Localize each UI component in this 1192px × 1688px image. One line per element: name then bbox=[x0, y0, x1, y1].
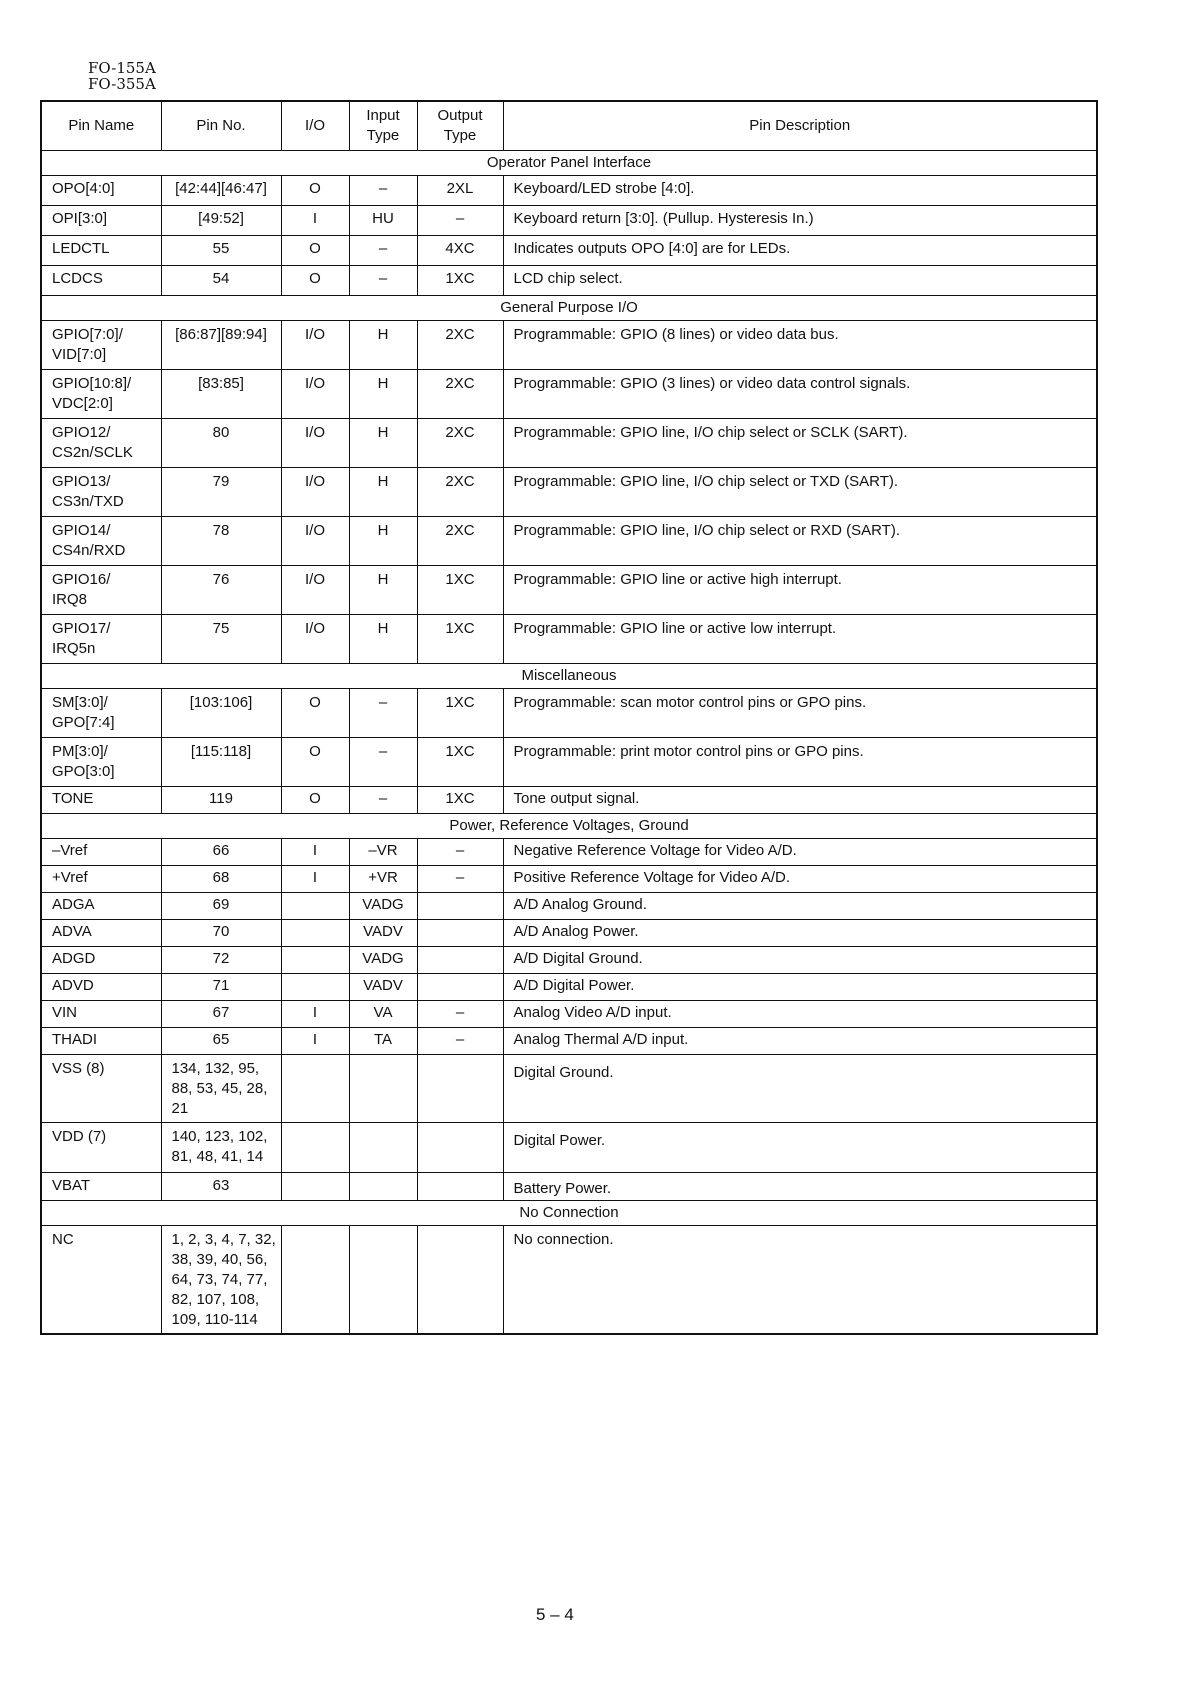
pin-io: I/O bbox=[281, 419, 349, 468]
table-row bbox=[41, 738, 1097, 787]
pin-name-line2: CS4n/RXD bbox=[52, 542, 126, 559]
table-row bbox=[41, 206, 1097, 236]
pin-name: VIN bbox=[41, 1001, 161, 1028]
pin-name: –Vref bbox=[41, 839, 161, 866]
table-row bbox=[41, 468, 1097, 517]
col-header-pin-name: Pin Name bbox=[41, 101, 161, 151]
table-row bbox=[41, 370, 1097, 419]
pin-no bbox=[161, 1226, 281, 1334]
pin-io: O bbox=[281, 266, 349, 296]
pin-input-type: TA bbox=[349, 1028, 417, 1055]
pin-no: [49:52] bbox=[161, 206, 281, 236]
table-row bbox=[41, 266, 1097, 296]
pin-input-type: HU bbox=[349, 206, 417, 236]
pin-no: [86:87][89:94] bbox=[161, 321, 281, 370]
pin-io: I/O bbox=[281, 517, 349, 566]
pin-name-line1: GPIO16/ bbox=[52, 571, 111, 588]
pin-name-line2: GPO[3:0] bbox=[52, 763, 115, 780]
pin-table-wrapper bbox=[40, 100, 1096, 1335]
pin-name-line2: IRQ5n bbox=[52, 640, 96, 657]
pin-io: O bbox=[281, 738, 349, 787]
pin-input-type: +VR bbox=[349, 866, 417, 893]
pin-io: I bbox=[281, 1001, 349, 1028]
pin-io bbox=[281, 947, 349, 974]
pin-input-type: – bbox=[349, 738, 417, 787]
pin-output-type: 1XC bbox=[417, 689, 503, 738]
pin-description: Programmable: GPIO (3 lines) or video data control signals. bbox=[503, 370, 1097, 419]
pin-io: I/O bbox=[281, 321, 349, 370]
pin-no: 55 bbox=[161, 236, 281, 266]
pin-name bbox=[41, 370, 161, 419]
pin-output-type: 2XC bbox=[417, 321, 503, 370]
page-number: 5 – 4 bbox=[536, 1605, 574, 1624]
pin-name bbox=[41, 566, 161, 615]
pin-output-type: 2XC bbox=[417, 468, 503, 517]
pin-output-type: 1XC bbox=[417, 615, 503, 664]
section-title-operator-panel: Operator Panel Interface bbox=[41, 151, 1097, 176]
pin-name: LEDCTL bbox=[41, 236, 161, 266]
pin-io bbox=[281, 1123, 349, 1173]
col-header-output-type bbox=[417, 101, 503, 151]
pin-no: 78 bbox=[161, 517, 281, 566]
pin-name: +Vref bbox=[41, 866, 161, 893]
pin-no: 76 bbox=[161, 566, 281, 615]
table-row bbox=[41, 321, 1097, 370]
pin-no-line1: 140, 123, 102, bbox=[171, 1128, 268, 1145]
pin-output-type: 1XC bbox=[417, 266, 503, 296]
pin-input-type bbox=[349, 1055, 417, 1123]
table-row bbox=[41, 920, 1097, 947]
pin-description: Digital Power. bbox=[503, 1123, 1097, 1173]
pin-name: ADVA bbox=[41, 920, 161, 947]
table-row bbox=[41, 236, 1097, 266]
pin-input-type: H bbox=[349, 370, 417, 419]
table-row bbox=[41, 1028, 1097, 1055]
pin-output-type: – bbox=[417, 206, 503, 236]
pin-input-type bbox=[349, 1173, 417, 1201]
pin-io: I/O bbox=[281, 566, 349, 615]
pin-name-line1: GPIO17/ bbox=[52, 620, 111, 637]
section-row bbox=[41, 296, 1097, 321]
pin-output-type: 1XC bbox=[417, 566, 503, 615]
pin-no-line3: 64, 73, 74, 77, bbox=[171, 1271, 268, 1288]
pin-description: Programmable: print motor control pins or GPO pins. bbox=[503, 738, 1097, 787]
table-row bbox=[41, 176, 1097, 206]
table-row bbox=[41, 1001, 1097, 1028]
col-header-output-type-line2: Type bbox=[443, 127, 477, 144]
pin-description: Negative Reference Voltage for Video A/D. bbox=[503, 839, 1097, 866]
pin-input-type: – bbox=[349, 236, 417, 266]
pin-input-type: VADV bbox=[349, 974, 417, 1001]
pin-name-line1: GPIO14/ bbox=[52, 522, 111, 539]
pin-description: A/D Analog Ground. bbox=[503, 893, 1097, 920]
pin-input-type: H bbox=[349, 468, 417, 517]
section-row bbox=[41, 151, 1097, 176]
col-header-io: I/O bbox=[281, 101, 349, 151]
pin-no-line5: 109, 110-114 bbox=[171, 1311, 258, 1328]
pin-name-line1: PM[3:0]/ bbox=[52, 743, 108, 760]
pin-no: 54 bbox=[161, 266, 281, 296]
pin-input-type bbox=[349, 1123, 417, 1173]
pin-output-type bbox=[417, 893, 503, 920]
pin-name: VSS (8) bbox=[41, 1055, 161, 1123]
table-row bbox=[41, 974, 1097, 1001]
pin-no-line2: 81, 48, 41, 14 bbox=[171, 1148, 264, 1165]
pin-no-line1: 134, 132, 95, bbox=[171, 1060, 260, 1077]
pin-output-type bbox=[417, 947, 503, 974]
pin-description: A/D Digital Ground. bbox=[503, 947, 1097, 974]
pin-io: I bbox=[281, 206, 349, 236]
table-row bbox=[41, 947, 1097, 974]
section-row bbox=[41, 814, 1097, 839]
pin-description: Indicates outputs OPO [4:0] are for LEDs. bbox=[503, 236, 1097, 266]
table-header-row bbox=[41, 101, 1097, 151]
pin-no: 68 bbox=[161, 866, 281, 893]
pin-description: Programmable: GPIO line, I/O chip select or SCLK (SART). bbox=[503, 419, 1097, 468]
pin-description: No connection. bbox=[503, 1226, 1097, 1334]
pin-description: LCD chip select. bbox=[503, 266, 1097, 296]
pin-io: O bbox=[281, 236, 349, 266]
pin-name-line2: GPO[7:4] bbox=[52, 714, 115, 731]
table-row bbox=[41, 839, 1097, 866]
pin-name bbox=[41, 321, 161, 370]
pin-output-type: 2XL bbox=[417, 176, 503, 206]
pin-output-type bbox=[417, 1173, 503, 1201]
pin-no: 79 bbox=[161, 468, 281, 517]
pin-input-type: VA bbox=[349, 1001, 417, 1028]
pin-description: Keyboard/LED strobe [4:0]. bbox=[503, 176, 1097, 206]
pin-no: 119 bbox=[161, 787, 281, 814]
pin-description-table bbox=[40, 100, 1098, 1335]
pin-no bbox=[161, 1055, 281, 1123]
pin-io: O bbox=[281, 689, 349, 738]
pin-name bbox=[41, 517, 161, 566]
pin-description: Positive Reference Voltage for Video A/D. bbox=[503, 866, 1097, 893]
pin-description: A/D Digital Power. bbox=[503, 974, 1097, 1001]
table-row bbox=[41, 1055, 1097, 1123]
pin-name bbox=[41, 419, 161, 468]
pin-name: OPO[4:0] bbox=[41, 176, 161, 206]
pin-output-type: 1XC bbox=[417, 738, 503, 787]
pin-description: Battery Power. bbox=[503, 1173, 1097, 1201]
pin-output-type bbox=[417, 974, 503, 1001]
pin-io bbox=[281, 1173, 349, 1201]
section-title-gpio: General Purpose I/O bbox=[41, 296, 1097, 321]
pin-io bbox=[281, 1226, 349, 1334]
table-row bbox=[41, 1226, 1097, 1334]
table-row bbox=[41, 787, 1097, 814]
pin-io bbox=[281, 974, 349, 1001]
pin-io: I/O bbox=[281, 615, 349, 664]
pin-input-type: – bbox=[349, 689, 417, 738]
pin-no: [83:85] bbox=[161, 370, 281, 419]
pin-description: Programmable: GPIO line, I/O chip select or TXD (SART). bbox=[503, 468, 1097, 517]
pin-no bbox=[161, 1123, 281, 1173]
pin-name-line2: CS3n/TXD bbox=[52, 493, 124, 510]
pin-output-type bbox=[417, 1123, 503, 1173]
table-row bbox=[41, 866, 1097, 893]
pin-input-type: VADG bbox=[349, 893, 417, 920]
pin-no-line2: 88, 53, 45, 28, bbox=[171, 1080, 268, 1097]
col-header-pin-no: Pin No. bbox=[161, 101, 281, 151]
pin-no: 80 bbox=[161, 419, 281, 468]
pin-description: Analog Video A/D input. bbox=[503, 1001, 1097, 1028]
pin-no: [103:106] bbox=[161, 689, 281, 738]
pin-name: LCDCS bbox=[41, 266, 161, 296]
pin-output-type bbox=[417, 1226, 503, 1334]
pin-no: 66 bbox=[161, 839, 281, 866]
pin-input-type: H bbox=[349, 615, 417, 664]
table-row bbox=[41, 1123, 1097, 1173]
pin-name-line2: CS2n/SCLK bbox=[52, 444, 133, 461]
section-title-misc: Miscellaneous bbox=[41, 664, 1097, 689]
pin-io: I bbox=[281, 866, 349, 893]
pin-io bbox=[281, 893, 349, 920]
pin-description: Programmable: GPIO line or active low interrupt. bbox=[503, 615, 1097, 664]
pin-input-type: VADV bbox=[349, 920, 417, 947]
col-header-input-type-line2: Type bbox=[366, 127, 400, 144]
pin-no: 69 bbox=[161, 893, 281, 920]
pin-name: VBAT bbox=[41, 1173, 161, 1201]
pin-description: Keyboard return [3:0]. (Pullup. Hysteresis In.) bbox=[503, 206, 1097, 236]
pin-io bbox=[281, 920, 349, 947]
pin-name: ADVD bbox=[41, 974, 161, 1001]
pin-no: 75 bbox=[161, 615, 281, 664]
pin-no: [42:44][46:47] bbox=[161, 176, 281, 206]
pin-io: I bbox=[281, 839, 349, 866]
pin-no: 63 bbox=[161, 1173, 281, 1201]
pin-input-type: H bbox=[349, 321, 417, 370]
pin-no: 72 bbox=[161, 947, 281, 974]
pin-output-type: 2XC bbox=[417, 419, 503, 468]
pin-name-line2: VDC[2:0] bbox=[52, 395, 113, 412]
pin-output-type bbox=[417, 1055, 503, 1123]
table-row bbox=[41, 517, 1097, 566]
model-name-1: FO-155A bbox=[88, 59, 156, 77]
pin-description: Programmable: GPIO (8 lines) or video data bus. bbox=[503, 321, 1097, 370]
table-row bbox=[41, 566, 1097, 615]
section-title-no-connection: No Connection bbox=[41, 1201, 1097, 1226]
pin-description: Tone output signal. bbox=[503, 787, 1097, 814]
pin-input-type: – bbox=[349, 176, 417, 206]
pin-no-line2: 38, 39, 40, 56, bbox=[171, 1251, 268, 1268]
pin-no: 67 bbox=[161, 1001, 281, 1028]
section-title-power: Power, Reference Voltages, Ground bbox=[41, 814, 1097, 839]
model-name-2: FO-355A bbox=[88, 75, 156, 93]
pin-output-type: – bbox=[417, 1028, 503, 1055]
pin-output-type: 1XC bbox=[417, 787, 503, 814]
pin-name-line1: GPIO13/ bbox=[52, 473, 111, 490]
pin-no-line1: 1, 2, 3, 4, 7, 32, bbox=[171, 1231, 276, 1248]
pin-input-type: – bbox=[349, 787, 417, 814]
table-row bbox=[41, 1173, 1097, 1201]
pin-input-type: H bbox=[349, 566, 417, 615]
pin-no: 71 bbox=[161, 974, 281, 1001]
pin-io: I bbox=[281, 1028, 349, 1055]
pin-io: O bbox=[281, 176, 349, 206]
pin-description: A/D Analog Power. bbox=[503, 920, 1097, 947]
pin-output-type: 2XC bbox=[417, 517, 503, 566]
model-header bbox=[88, 60, 156, 92]
pin-name: VDD (7) bbox=[41, 1123, 161, 1173]
pin-name-line2: VID[7:0] bbox=[52, 346, 107, 363]
section-row bbox=[41, 664, 1097, 689]
section-row bbox=[41, 1201, 1097, 1226]
pin-output-type bbox=[417, 920, 503, 947]
table-row bbox=[41, 615, 1097, 664]
pin-description: Digital Ground. bbox=[503, 1055, 1097, 1123]
col-header-input-type bbox=[349, 101, 417, 151]
pin-description: Programmable: scan motor control pins or GPO pins. bbox=[503, 689, 1097, 738]
pin-input-type: VADG bbox=[349, 947, 417, 974]
pin-input-type bbox=[349, 1226, 417, 1334]
pin-no-line3: 21 bbox=[171, 1100, 189, 1117]
pin-name: ADGA bbox=[41, 893, 161, 920]
pin-name-line1: GPIO12/ bbox=[52, 424, 111, 441]
col-header-pin-description: Pin Description bbox=[503, 101, 1097, 151]
pin-io: O bbox=[281, 787, 349, 814]
pin-description: Programmable: GPIO line or active high interrupt. bbox=[503, 566, 1097, 615]
pin-no-line4: 82, 107, 108, bbox=[171, 1291, 260, 1308]
pin-name: NC bbox=[41, 1226, 161, 1334]
pin-output-type: 4XC bbox=[417, 236, 503, 266]
pin-io: I/O bbox=[281, 370, 349, 419]
pin-input-type: H bbox=[349, 419, 417, 468]
pin-no: 70 bbox=[161, 920, 281, 947]
pin-output-type: – bbox=[417, 866, 503, 893]
pin-name-line2: IRQ8 bbox=[52, 591, 88, 608]
pin-description: Programmable: GPIO line, I/O chip select or RXD (SART). bbox=[503, 517, 1097, 566]
pin-name: TONE bbox=[41, 787, 161, 814]
pin-output-type: – bbox=[417, 839, 503, 866]
pin-description: Analog Thermal A/D input. bbox=[503, 1028, 1097, 1055]
pin-input-type: H bbox=[349, 517, 417, 566]
pin-input-type: – bbox=[349, 266, 417, 296]
table-row bbox=[41, 893, 1097, 920]
pin-input-type: –VR bbox=[349, 839, 417, 866]
table-row bbox=[41, 419, 1097, 468]
pin-name bbox=[41, 689, 161, 738]
pin-io: I/O bbox=[281, 468, 349, 517]
col-header-output-type-line1: Output bbox=[437, 107, 483, 124]
pin-name-line1: GPIO[10:8]/ bbox=[52, 375, 132, 392]
pin-name: ADGD bbox=[41, 947, 161, 974]
table-row bbox=[41, 689, 1097, 738]
pin-name bbox=[41, 468, 161, 517]
col-header-input-type-line1: Input bbox=[366, 107, 400, 124]
pin-no: [115:118] bbox=[161, 738, 281, 787]
pin-name bbox=[41, 738, 161, 787]
pin-name: OPI[3:0] bbox=[41, 206, 161, 236]
pin-name-line1: GPIO[7:0]/ bbox=[52, 326, 123, 343]
pin-name-line1: SM[3:0]/ bbox=[52, 694, 108, 711]
pin-no: 65 bbox=[161, 1028, 281, 1055]
pin-name bbox=[41, 615, 161, 664]
pin-io bbox=[281, 1055, 349, 1123]
pin-output-type: – bbox=[417, 1001, 503, 1028]
pin-output-type: 2XC bbox=[417, 370, 503, 419]
pin-name: THADI bbox=[41, 1028, 161, 1055]
